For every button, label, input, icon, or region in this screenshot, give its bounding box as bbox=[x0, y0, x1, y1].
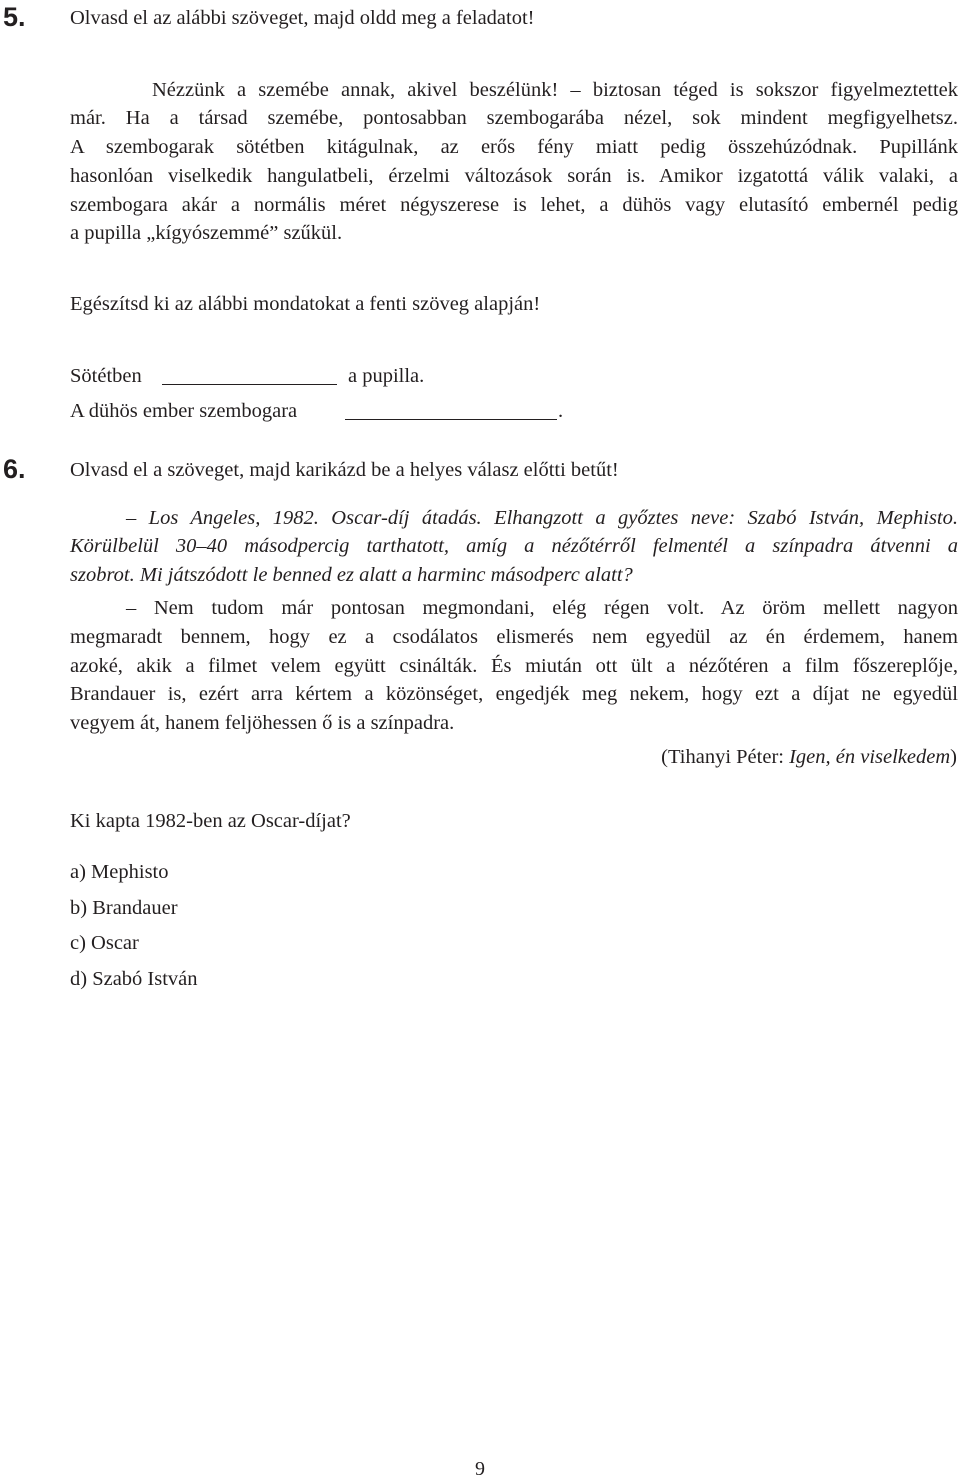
interview-question-line: – Los Angeles, 1982. Oscar-díj átadás. Elhangzott a győztes neve: Szabó István, Mephisto. bbox=[126, 507, 958, 529]
interview-answer-line: azoké, akik a filmet velem együtt csinálták. És miután ott ült a nézőtéren a film főszereplője, bbox=[70, 655, 958, 677]
paragraph-line: A szembogarak sötétben kitágulnak, az erős fény miatt pedig összehúzódnak. Pupillánk bbox=[70, 136, 958, 158]
interview-answer-line: Brandauer is, ezért arra kértem a közönséget, engedjék meg nekem, hogy ezt a díjat ne egyedül bbox=[70, 683, 958, 705]
source-citation bbox=[661, 743, 957, 771]
quiz-question: Ki kapta 1982-ben az Oscar-díjat? bbox=[70, 810, 351, 832]
answer-option-a[interactable]: a) Mephisto bbox=[70, 861, 169, 883]
exercise-5-number: 5. bbox=[3, 2, 26, 32]
fill-blank-1[interactable] bbox=[162, 384, 337, 385]
exercise-5-instruction: Olvasd el az alábbi szöveget, majd oldd meg a feladatot! bbox=[70, 7, 535, 29]
fill-sentence-1-start: Sötétben bbox=[70, 365, 142, 387]
exercise-6-instruction: Olvasd el a szöveget, majd karikázd be a helyes válasz előtti betűt! bbox=[70, 459, 619, 481]
answer-option-d[interactable]: d) Szabó István bbox=[70, 968, 198, 990]
fill-blank-2[interactable] bbox=[345, 419, 557, 420]
paragraph-line: hasonlóan viselkedik hangulatbeli, érzelmi változások során is. Amikor izgatottá válik valaki, a bbox=[70, 165, 958, 187]
fill-sentence-2-end: . bbox=[558, 400, 564, 422]
interview-question-line: Körülbelül 30–40 másodpercig tarthatott, amíg a nézőtérről felmentél a színpadra átvenni a bbox=[70, 535, 958, 557]
interview-answer-line: megmaradt bennem, hogy ez a csodálatos elismerés nem egyedül az én érdemem, hanem bbox=[70, 626, 958, 648]
paragraph-line: Nézzünk a szemébe annak, akivel beszélünk! – biztosan téged is sokszor figyelmeztettek bbox=[152, 79, 958, 101]
page-number: 9 bbox=[475, 1458, 485, 1480]
answer-option-c[interactable]: c) Oscar bbox=[70, 932, 139, 954]
paragraph-line: már. Ha a társad szemébe, pontosabban szembogarába nézel, sok mindent megfigyelhetsz. bbox=[70, 107, 958, 129]
exercise-6-number: 6. bbox=[3, 454, 26, 484]
task-instruction: Egészítsd ki az alábbi mondatokat a fenti szöveg alapján! bbox=[70, 293, 541, 315]
fill-sentence-2-start: A dühös ember szembogara bbox=[70, 400, 298, 422]
fill-sentence-1-end: a pupilla. bbox=[348, 365, 425, 387]
source-title: Igen, én viselkedem bbox=[789, 746, 951, 768]
answer-option-b[interactable]: b) Brandauer bbox=[70, 897, 178, 919]
interview-question-line: szobrot. Mi játszódott le benned ez alatt a harminc másodperc alatt? bbox=[70, 564, 633, 586]
source-prefix: (Tihanyi Péter: bbox=[661, 746, 790, 768]
paragraph-line: szembogara akár a normális méret négyszerese is lehet, a dühös vagy elutasító embernél pedig bbox=[70, 194, 958, 216]
paragraph-line: a pupilla „kígyószemmé” szűkül. bbox=[70, 222, 343, 244]
interview-answer-line: vegyem át, hanem feljöhessen ő is a színpadra. bbox=[70, 712, 455, 734]
interview-answer-line: – Nem tudom már pontosan megmondani, elég régen volt. Az öröm mellett nagyon bbox=[126, 597, 958, 619]
source-suffix: ) bbox=[950, 746, 957, 768]
